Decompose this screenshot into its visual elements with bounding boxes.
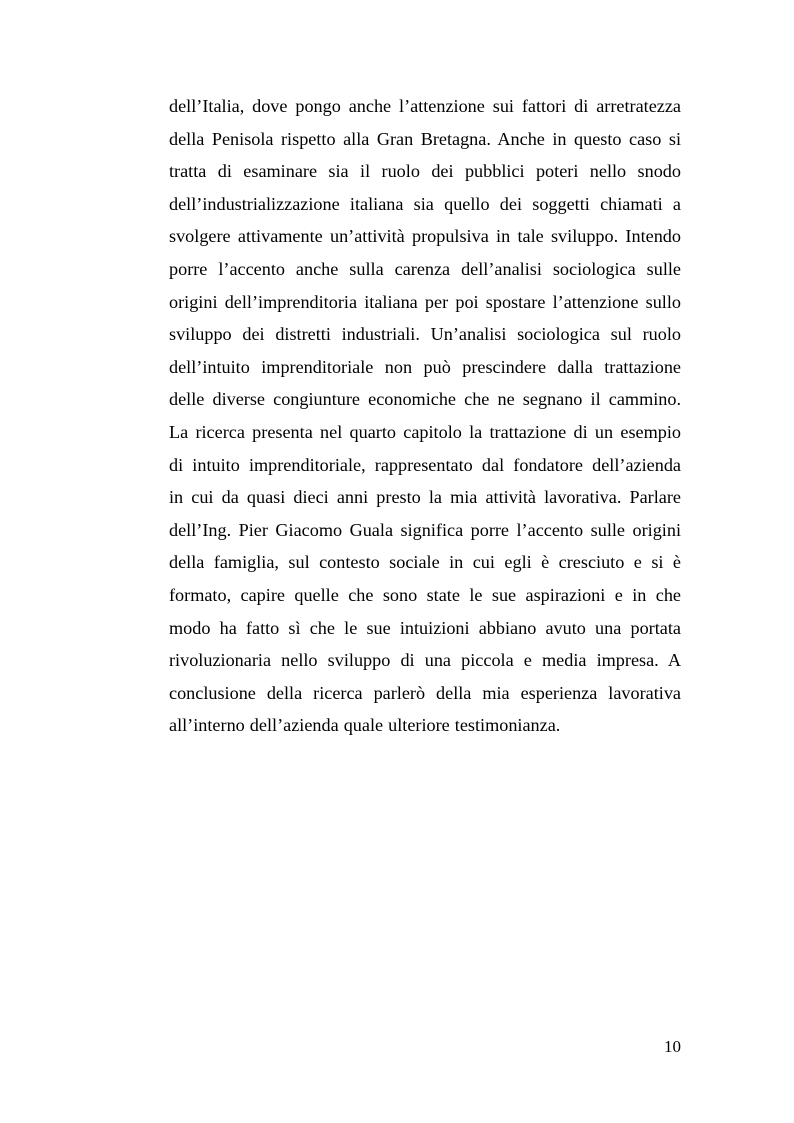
text-line: all’interno dell’azienda quale ulteriore testimonianza. (169, 715, 561, 736)
text-line: modo ha fatto sì che le sue intuizioni abbiano avuto una portata (169, 617, 681, 638)
text-line: tratta di esaminare sia il ruolo dei pubblici poteri nello snodo (169, 161, 681, 182)
text-line: delle diverse congiunture economiche che ne segnano il cammino. (169, 389, 681, 410)
text-line: della famiglia, sul contesto sociale in cui egli è cresciuto e si è (169, 552, 681, 573)
text-line: della Penisola rispetto alla Gran Bretagna. Anche in questo caso si (169, 128, 681, 149)
text-line: dell’intuito imprenditoriale non può prescindere dalla trattazione (169, 356, 681, 377)
body-paragraph (169, 90, 681, 742)
text-line: di intuito imprenditoriale, rappresentato dal fondatore dell’azienda (169, 454, 681, 475)
text-line: dell’Ing. Pier Giacomo Guala significa porre l’accento sulle origini (169, 519, 681, 540)
text-line: dell’industrializzazione italiana sia quello dei soggetti chiamati a (169, 193, 681, 214)
text-line: conclusione della ricerca parlerò della mia esperienza lavorativa (169, 682, 681, 703)
text-line: porre l’accento anche sulla carenza dell’analisi sociologica sulle (169, 258, 681, 279)
text-line: formato, capire quelle che sono state le sue aspirazioni e in che (169, 584, 681, 605)
text-line: rivoluzionaria nello sviluppo di una piccola e media impresa. A (169, 650, 681, 671)
text-line: sviluppo dei distretti industriali. Un’analisi sociologica sul ruolo (169, 324, 681, 345)
text-line: dell’Italia, dove pongo anche l’attenzione sui fattori di arretratezza (169, 96, 681, 116)
text-line: origini dell’imprenditoria italiana per poi spostare l’attenzione sullo (169, 291, 681, 312)
text-line: La ricerca presenta nel quarto capitolo la trattazione di un esempio (169, 421, 681, 442)
text-line: in cui da quasi dieci anni presto la mia attività lavorativa. Parlare (169, 487, 681, 508)
text-line: svolgere attivamente un’attività propulsiva in tale sviluppo. Intendo (169, 226, 681, 247)
page-number: 10 (664, 1037, 681, 1056)
